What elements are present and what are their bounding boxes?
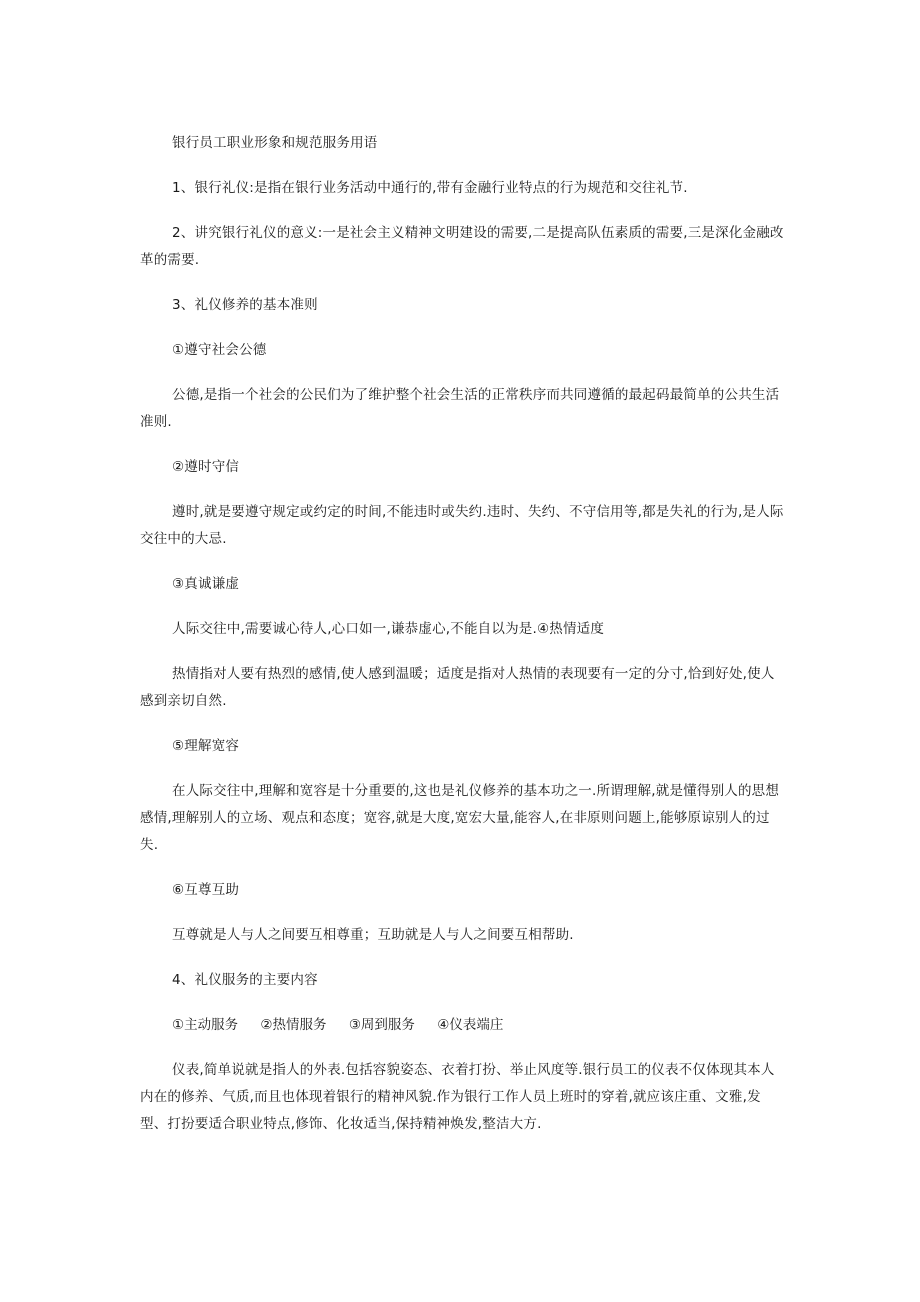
document-page bbox=[140, 130, 785, 1156]
paragraph-11: ⑤理解宽容 bbox=[172, 738, 240, 754]
paragraph-6: ②遵时守信 bbox=[172, 459, 240, 475]
paragraph-9: 人际交往中,需要诚心待人,心口如一,谦恭虚心,不能自以为是.④热情适度 bbox=[172, 621, 605, 637]
paragraph-4: ①遵守社会公德 bbox=[172, 342, 267, 358]
service-item: ②热情服务 bbox=[260, 1017, 327, 1033]
services-list bbox=[140, 1012, 785, 1039]
paragraph-12: 在人际交往中,理解和宽容是十分重要的,这也是礼仪修养的基本功之一.所谓理解,就是懂得别人的思想感情,理解别人的立场、观点和态度；宽容,就是大度,宽宏大量,能容人,在非原则问题上,能够原谅别人的过失. bbox=[140, 783, 780, 853]
service-item: ④仪表端庄 bbox=[437, 1017, 504, 1033]
paragraph-8: ③真诚谦虚 bbox=[172, 576, 240, 592]
document-title: 银行员工职业形象和规范服务用语 bbox=[172, 135, 378, 151]
paragraph-3: 3、礼仪修养的基本准则 bbox=[172, 297, 318, 313]
closing-paragraph: 仪表,简单说就是指人的外表.包括容貌姿态、衣着打扮、举止风度等.银行员工的仪表不仅体现其本人内在的修养、气质,而且也体现着银行的精神风貌.作为银行工作人员上班时的穿着,就应该庄重、文雅,发型、打扮要适合职业特点,修饰、化妆适当,保持精神焕发,整洁大方. bbox=[140, 1062, 775, 1132]
paragraph-2: 2、讲究银行礼仪的意义:一是社会主义精神文明建设的需要,二是提高队伍素质的需要,三是深化金融改革的需要. bbox=[140, 225, 784, 268]
paragraph-7: 遵时,就是要遵守规定或约定的时间,不能违时或失约.违时、失约、不守信用等,都是失礼的行为,是人际交往中的大忌. bbox=[140, 504, 784, 547]
paragraph-13: ⑥互尊互助 bbox=[172, 882, 240, 898]
paragraph-10: 热情指对人要有热烈的感情,使人感到温暖；适度是指对人热情的表现要有一定的分寸,恰到好处,使人感到亲切自然. bbox=[140, 666, 775, 709]
service-item: ③周到服务 bbox=[348, 1017, 415, 1033]
service-item: ①主动服务 bbox=[172, 1017, 239, 1033]
paragraph-5: 公德,是指一个社会的公民们为了维护整个社会生活的正常秩序而共同遵循的最起码最简单的公共生活准则. bbox=[140, 387, 780, 430]
paragraph-15: 4、礼仪服务的主要内容 bbox=[172, 972, 318, 988]
paragraph-14: 互尊就是人与人之间要互相尊重；互助就是人与人之间要互相帮助. bbox=[172, 927, 574, 943]
paragraph-1: 1、银行礼仪:是指在银行业务活动中通行的,带有金融行业特点的行为规范和交往礼节. bbox=[172, 180, 688, 196]
